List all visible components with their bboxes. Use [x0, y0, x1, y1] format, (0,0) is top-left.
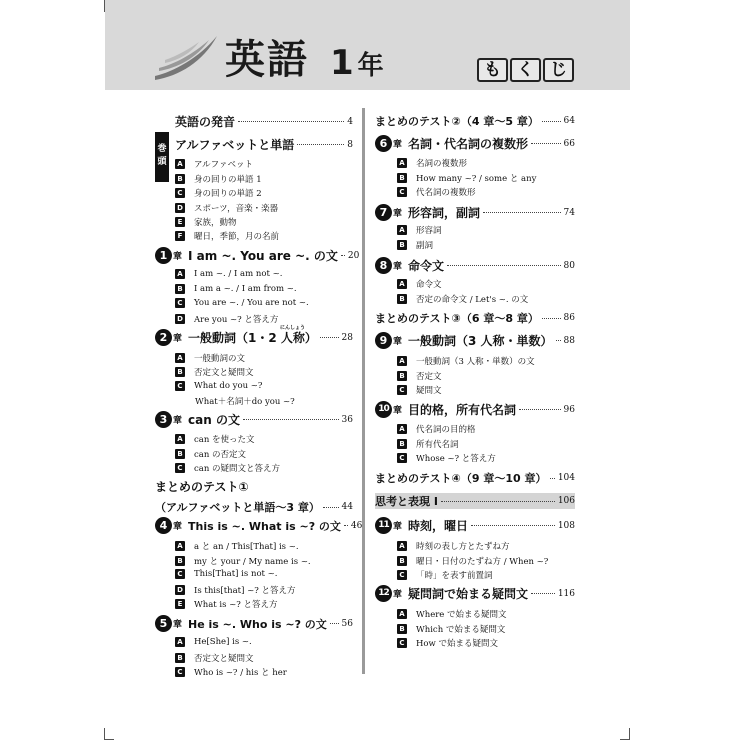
sub-item[interactable]: C can の疑問文と答え方: [175, 462, 280, 474]
sub-item[interactable]: B 副詞: [397, 239, 433, 251]
sub-item[interactable]: B 否定文と疑問文: [175, 366, 254, 378]
toc-test-3[interactable]: [375, 310, 575, 326]
letter-badge-icon: B: [397, 624, 407, 634]
chapter-number-icon: 6: [375, 135, 392, 152]
chapter-number-icon: 8: [375, 257, 392, 274]
sub-item[interactable]: B my と your / My name is ~.: [175, 555, 311, 567]
chapter-number-icon: 4: [155, 517, 172, 534]
sub-item[interactable]: A アルファベット: [175, 158, 253, 170]
toc-chapter-2[interactable]: 2 章 にんしょう 一般動詞（1・2 人称） 28: [155, 329, 353, 346]
letter-badge-icon: B: [397, 556, 407, 566]
letter-badge-icon: B: [175, 284, 185, 294]
chapter-number-icon: 10: [375, 401, 392, 418]
letter-badge-icon: C: [175, 188, 185, 198]
sub-item[interactable]: A Where で始まる疑問文: [397, 608, 507, 620]
chapter-title: 命令文: [408, 259, 445, 273]
letter-badge-icon: A: [175, 269, 185, 279]
letter-badge-icon: A: [397, 356, 407, 366]
toc-test-2[interactable]: [375, 113, 575, 129]
test-title: まとめのテスト④（9 章～10 章）: [375, 472, 547, 485]
chapter-number-icon: 11: [375, 517, 392, 534]
sub-item[interactable]: A 命令文: [397, 278, 442, 290]
subject-title: 英語: [225, 37, 309, 83]
page-number: 96: [563, 404, 575, 415]
letter-badge-icon: C: [397, 187, 407, 197]
page-number: 116: [557, 588, 575, 599]
letter-badge-icon: A: [175, 159, 185, 169]
mokuji-char: じ: [543, 58, 574, 82]
sub-item[interactable]: C You are ~. / You are not ~.: [175, 298, 309, 308]
letter-badge-icon: A: [397, 541, 407, 551]
toc-chapter-1[interactable]: 1 章 I am ~. You are ~. の文 20: [155, 247, 353, 264]
toc-chapter-7[interactable]: 7 章 形容詞，副詞 74: [375, 204, 575, 221]
toc-shiko-to-hyogen[interactable]: [375, 493, 575, 509]
chapter-number-icon: 12: [375, 585, 392, 602]
test-title: まとめのテスト②（4 章～5 章）: [375, 115, 539, 128]
sub-item[interactable]: E What is ~? と答え方: [175, 598, 278, 610]
entry-title: 英語の発音: [175, 115, 236, 129]
toc-entry-hatsuon[interactable]: [155, 113, 353, 130]
sub-item[interactable]: B 否定の命令文 / Let's ~. の文: [397, 293, 528, 305]
mokuji-char: く: [510, 58, 541, 82]
letter-badge-icon: C: [397, 453, 407, 463]
sub-item[interactable]: A 代名詞の目的格: [397, 423, 476, 435]
toc-test-4[interactable]: [375, 470, 575, 486]
letter-badge-icon: C: [397, 570, 407, 580]
page-number: 66: [563, 138, 575, 149]
test-title: まとめのテスト③（6 章～8 章）: [375, 312, 539, 325]
toc-chapter-4[interactable]: 4 章 This is ~. What is ~? の文 46: [155, 517, 353, 534]
letter-badge-icon: B: [397, 173, 407, 183]
sub-item[interactable]: A He[She] is ~.: [175, 637, 252, 647]
toc-chapter-11[interactable]: 11 章 時刻，曜日 108: [375, 517, 575, 534]
letter-badge-icon: C: [397, 638, 407, 648]
chapter-number-icon: 9: [375, 332, 392, 349]
letter-badge-icon: C: [175, 667, 185, 677]
letter-badge-icon: A: [397, 225, 407, 235]
letter-badge-icon: B: [175, 653, 185, 663]
sub-item-continuation: What＋名詞＋do you ~?: [195, 397, 295, 407]
page-number: 44: [341, 502, 353, 512]
kanto-label: 巻頭: [155, 132, 169, 182]
crop-mark-bottom-right-h: [620, 739, 630, 740]
page-number: 28: [341, 332, 353, 343]
letter-badge-icon: B: [397, 371, 407, 381]
letter-badge-icon: D: [175, 203, 185, 213]
toc-entry-alphabet[interactable]: [155, 136, 353, 153]
toc-chapter-10[interactable]: 10 章 目的格，所有代名詞 96: [375, 401, 575, 418]
letter-badge-icon: B: [175, 449, 185, 459]
swoosh-logo-icon: [153, 36, 219, 82]
chapter-title: 形容詞，副詞: [408, 206, 481, 220]
toc-test-1-subtitle[interactable]: [155, 499, 353, 515]
chapter-title: 一般動詞（3 人称・単数）: [408, 334, 553, 348]
sub-item[interactable]: B Which で始まる疑問文: [397, 623, 505, 635]
letter-badge-icon: C: [397, 385, 407, 395]
letter-badge-icon: D: [175, 314, 185, 324]
letter-badge-icon: D: [175, 585, 185, 595]
sub-item[interactable]: C 「時」を表す前置詞: [397, 569, 493, 581]
page-number: 56: [341, 618, 353, 629]
letter-badge-icon: E: [175, 217, 185, 227]
sub-item[interactable]: F 曜日，季節，月の名前: [175, 230, 279, 242]
sub-item[interactable]: A I am ~. / I am not ~.: [175, 269, 282, 279]
ruby-text: にんしょう: [280, 325, 306, 331]
sub-item[interactable]: D Are you ~? と答え方: [175, 313, 278, 325]
sub-item[interactable]: C How で始まる疑問文: [397, 637, 498, 649]
letter-badge-icon: B: [175, 367, 185, 377]
page-number: 74: [563, 207, 575, 218]
sub-item[interactable]: A 名詞の複数形: [397, 157, 467, 169]
letter-badge-icon: B: [397, 439, 407, 449]
letter-badge-icon: A: [397, 609, 407, 619]
sub-item[interactable]: D Is this[that] ~? と答え方: [175, 584, 295, 596]
letter-badge-icon: C: [175, 463, 185, 473]
chapter-number-icon: 3: [155, 411, 172, 428]
sub-item[interactable]: C 疑問文: [397, 384, 442, 396]
letter-badge-icon: B: [397, 240, 407, 250]
grade-title: [330, 43, 384, 86]
toc-chapter-6[interactable]: 6 章 名詞・代名詞の複数形 66: [375, 135, 575, 152]
chapter-title: I am ~. You are ~. の文: [188, 249, 338, 263]
letter-badge-icon: C: [175, 298, 185, 308]
mokuji-char: も: [477, 58, 508, 82]
page-number: 88: [563, 335, 575, 346]
letter-badge-icon: E: [175, 599, 185, 609]
letter-badge-icon: C: [175, 569, 185, 579]
sub-item[interactable]: E 家族，動物: [175, 216, 237, 228]
sub-item[interactable]: A 一般動詞（3 人称・単数）の文: [397, 355, 535, 367]
letter-badge-icon: A: [175, 637, 185, 647]
sub-item[interactable]: C Whose ~? と答え方: [397, 452, 496, 464]
sub-item[interactable]: C This[That] is not ~.: [175, 569, 278, 579]
page-number: 36: [341, 414, 353, 425]
page-number: 106: [557, 496, 575, 506]
chapter-number-icon: 1: [155, 247, 172, 264]
crop-mark-bottom-left-h: [104, 739, 114, 740]
sub-item[interactable]: C 身の回りの単語 2: [175, 187, 262, 199]
chapter-title: にんしょう 一般動詞（1・2 人称）: [188, 325, 317, 345]
sub-item[interactable]: A 形容詞: [397, 224, 442, 236]
chapter-number-icon: 5: [155, 615, 172, 632]
entry-title: アルファベットと単語: [175, 138, 295, 152]
page-number: 80: [563, 260, 575, 271]
sub-item[interactable]: A a と an / This[That] is ~.: [175, 540, 299, 552]
page-number: 64: [563, 116, 575, 126]
chapter-title: 時刻，曜日: [408, 519, 469, 533]
letter-badge-icon: A: [397, 424, 407, 434]
sub-item[interactable]: D スポーツ，音楽・楽器: [175, 202, 278, 214]
sub-item[interactable]: B 所有代名詞: [397, 438, 459, 450]
chapter-number-icon: 2: [155, 329, 172, 346]
page-number: 8: [347, 139, 353, 150]
test-subtitle: （アルファベットと単語～3 章）: [155, 501, 320, 514]
sub-item[interactable]: A 一般動詞の文: [175, 352, 245, 364]
grade-number: 1: [330, 43, 354, 83]
mokuji-label: [477, 58, 574, 82]
toc-chapter-12[interactable]: 12 章 疑問詞で始まる疑問文 116: [375, 585, 575, 602]
header-banner: [105, 0, 630, 90]
letter-badge-icon: A: [175, 541, 185, 551]
test-title: まとめのテスト①: [155, 480, 249, 494]
toc-chapter-8[interactable]: 8 章 命令文 80: [375, 257, 575, 274]
sub-item[interactable]: B can の否定文: [175, 448, 246, 460]
letter-badge-icon: A: [397, 158, 407, 168]
sub-item[interactable]: B 否定文と疑問文: [175, 652, 254, 664]
chapter-number-icon: 7: [375, 204, 392, 221]
page-number: 86: [563, 313, 575, 323]
page-number: 4: [347, 116, 353, 127]
toc-chapter-3[interactable]: 3 章 can の文 36: [155, 411, 353, 428]
letter-badge-icon: F: [175, 231, 185, 241]
sub-item[interactable]: B I am a ~. / I am from ~.: [175, 284, 297, 294]
toc-test-1[interactable]: [155, 478, 353, 495]
chapter-title: This is ~. What is ~? の文: [188, 519, 341, 533]
sub-item[interactable]: A 時刻の表し方とたずね方: [397, 540, 510, 552]
page-number: 20: [347, 250, 360, 261]
sub-item[interactable]: A can を使った文: [175, 433, 255, 445]
sub-item[interactable]: C What do you ~?: [175, 381, 262, 391]
letter-badge-icon: B: [175, 556, 185, 566]
sub-item[interactable]: B 身の回りの単語 1: [175, 173, 262, 185]
letter-badge-icon: A: [175, 353, 185, 363]
chapter-title: 疑問詞で始まる疑問文: [408, 587, 529, 601]
letter-badge-icon: A: [397, 279, 407, 289]
sub-item[interactable]: C Who is ~? / his と her: [175, 666, 287, 678]
toc-chapter-9[interactable]: 9 章 一般動詞（3 人称・単数） 88: [375, 332, 575, 349]
sub-item[interactable]: C 代名詞の複数形: [397, 186, 476, 198]
page-number: 108: [557, 520, 575, 531]
chapter-title: 名詞・代名詞の複数形: [408, 137, 529, 151]
sub-item[interactable]: B 否定文: [397, 370, 442, 382]
letter-badge-icon: A: [175, 434, 185, 444]
toc-chapter-5[interactable]: 5 章 He is ~. Who is ~? の文 56: [155, 615, 353, 632]
section-title: 思考と表現 I: [375, 495, 438, 508]
letter-badge-icon: C: [175, 381, 185, 391]
grade-suffix: 年: [357, 51, 384, 81]
chapter-title: 目的格，所有代名詞: [408, 403, 517, 417]
sub-item[interactable]: B How many ~? / some と any: [397, 172, 536, 184]
letter-badge-icon: B: [175, 174, 185, 184]
chapter-title: can の文: [188, 413, 240, 427]
letter-badge-icon: B: [397, 294, 407, 304]
column-divider: [362, 108, 365, 674]
page-number: 104: [557, 473, 575, 483]
chapter-title: He is ~. Who is ~? の文: [188, 617, 327, 631]
sub-item[interactable]: B 曜日・日付のたずね方 / When ~?: [397, 555, 548, 567]
page-number: 46: [350, 520, 363, 531]
